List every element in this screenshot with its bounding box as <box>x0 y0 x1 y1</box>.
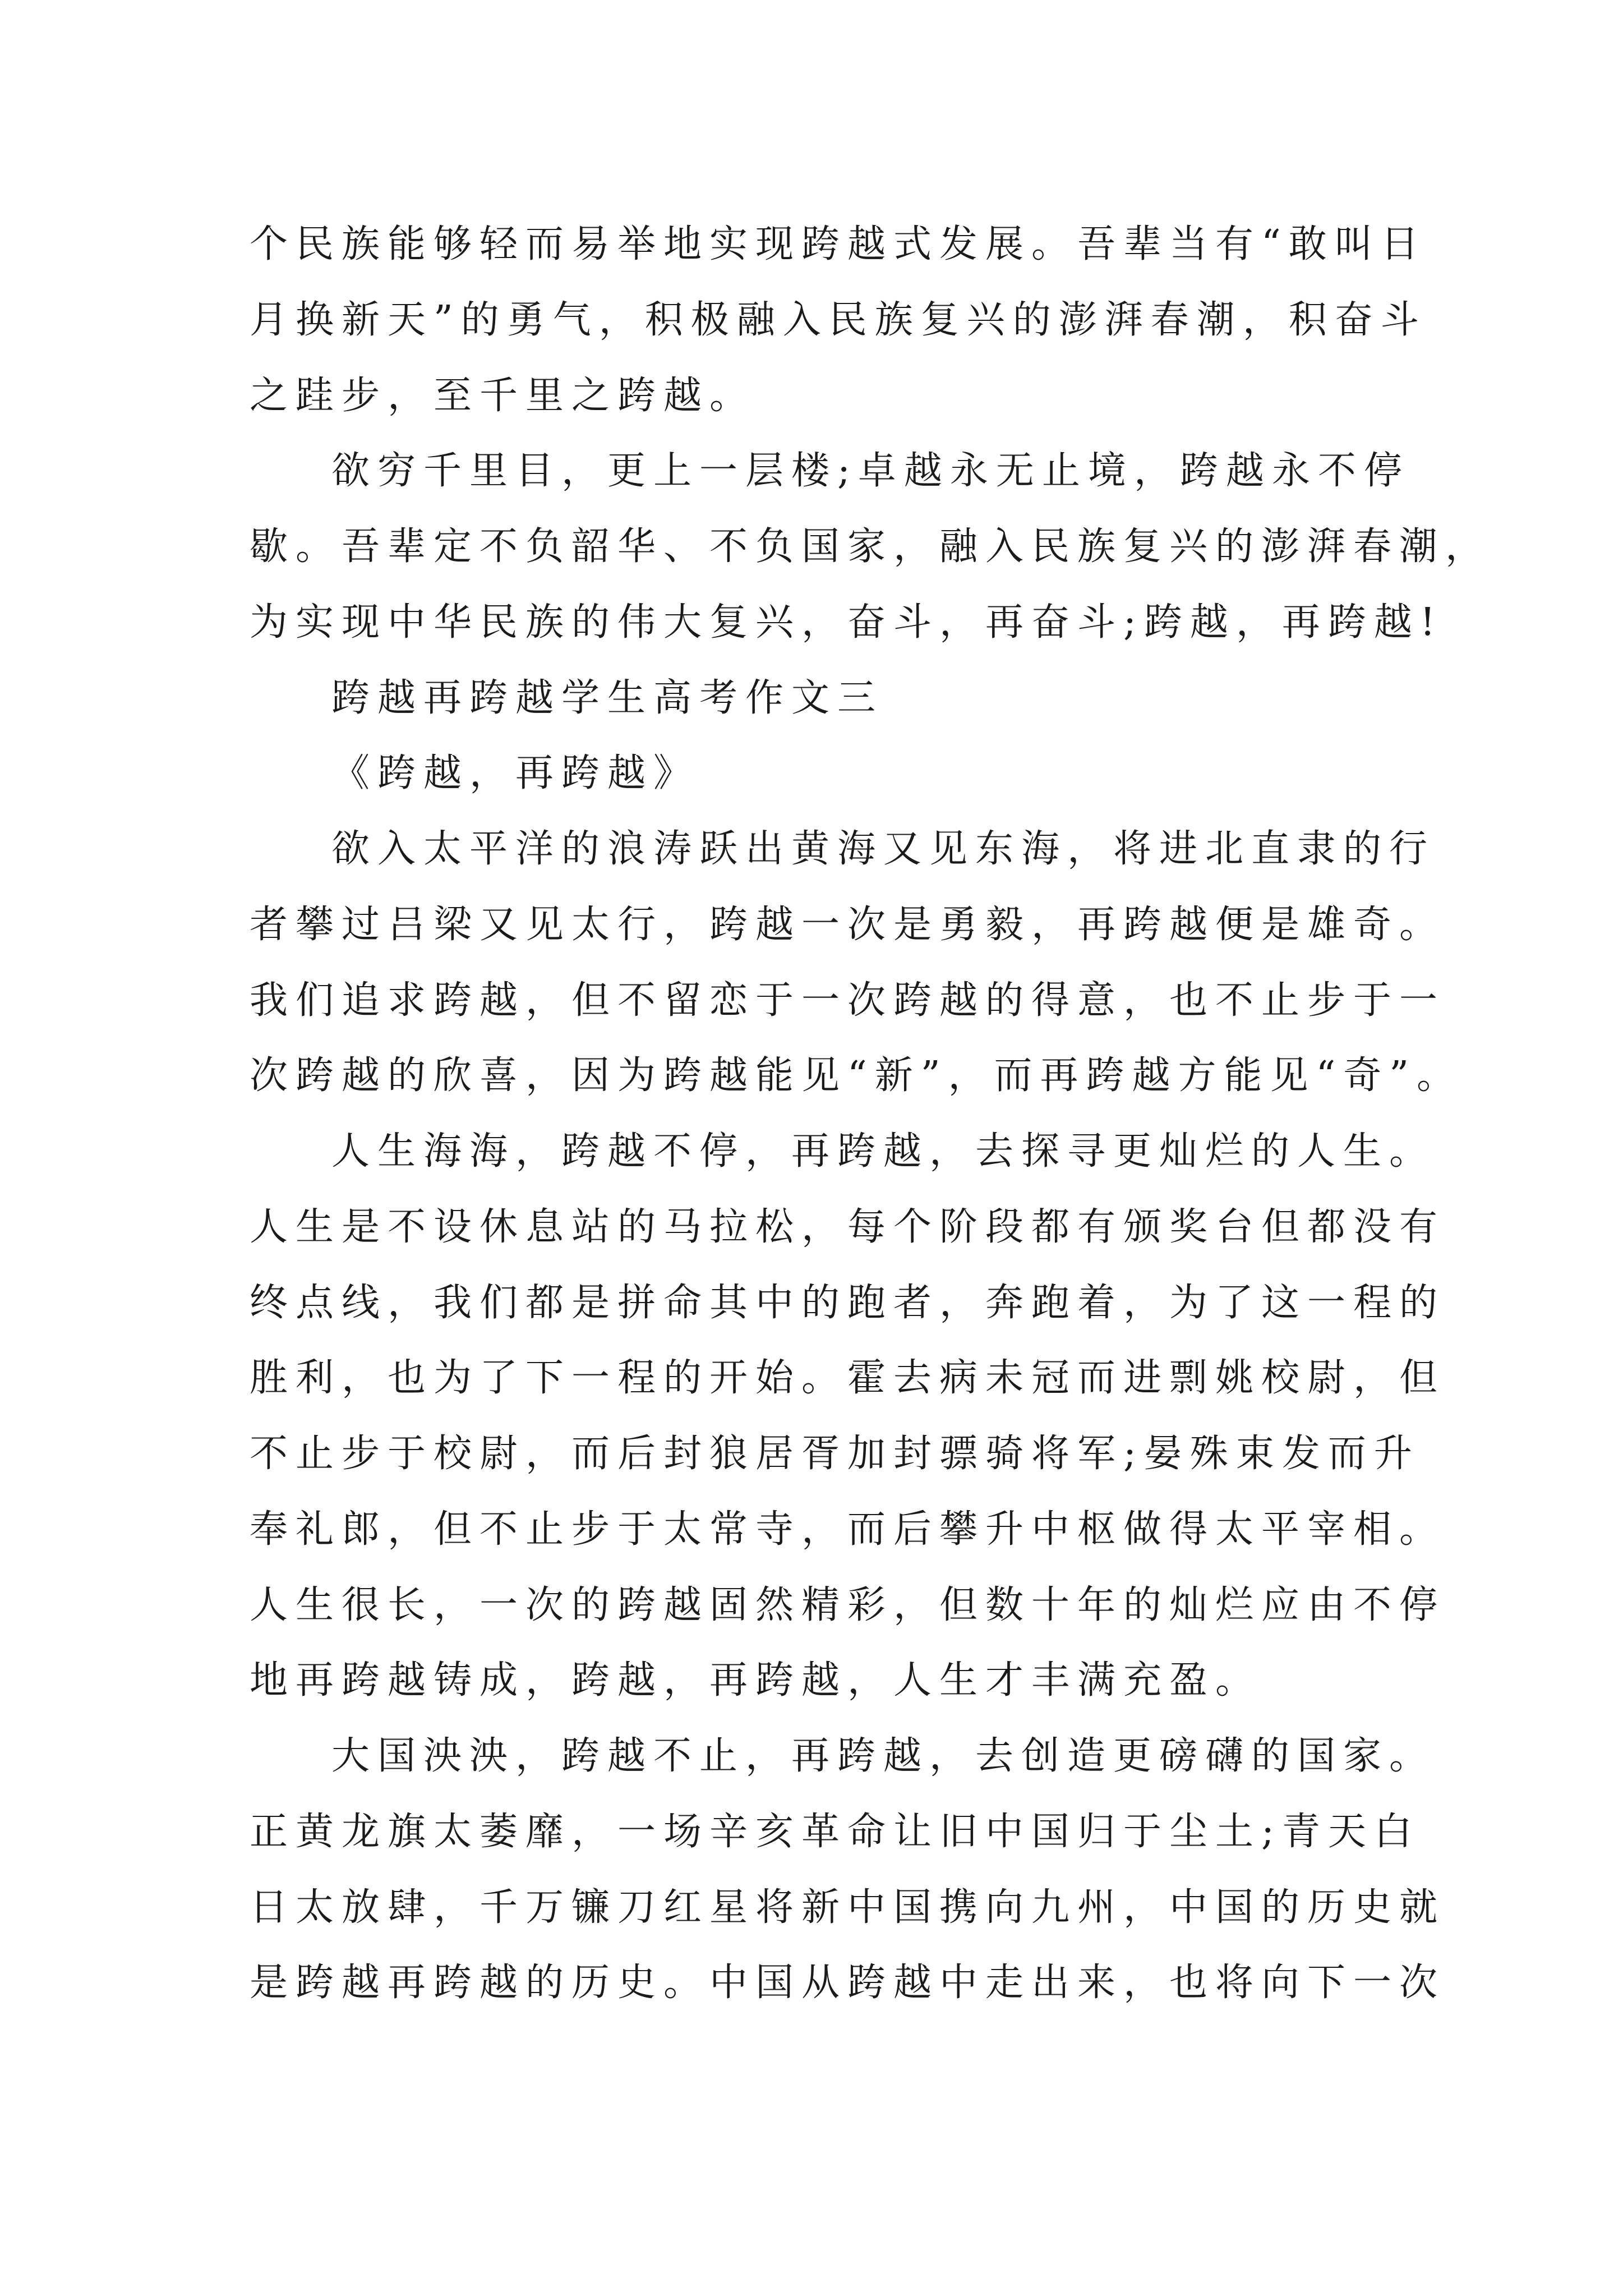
text-line: 个民族能够轻而易举地实现跨越式发展。吾辈当有“敢叫日 <box>250 222 1427 266</box>
section-heading: 跨越再跨越学生高考作文三 <box>331 676 884 720</box>
text-line: 歇。吾辈定不负韶华、不负国家，融入民族复兴的澎湃春潮， <box>250 524 1492 569</box>
text-line: 月换新天”的勇气，积极融入民族复兴的澎湃春潮，积奋斗 <box>250 298 1427 342</box>
text-line: 正黄龙旗太萎靡，一场辛亥革命让旧中国归于尘土;青天白 <box>250 1810 1420 1854</box>
text-line: 人生很长，一次的跨越固然精彩，但数十年的灿烂应由不停 <box>250 1583 1446 1627</box>
text-line: 我们追求跨越，但不留恋于一次跨越的得意，也不止步于一 <box>250 978 1446 1023</box>
text-line: 之跬步，至千里之跨越。 <box>250 374 756 418</box>
paragraph-start-line: 人生海海，跨越不停，再跨越，去探寻更灿烂的人生。 <box>331 1129 1436 1174</box>
text-line: 胜利，也为了下一程的开始。霍去病未冠而进剽姚校尉，但 <box>250 1356 1446 1400</box>
text-line: 者攀过吕梁又见太行，跨越一次是勇毅，再跨越便是雄奇。 <box>250 903 1446 947</box>
article-title: 《跨越，再跨越》 <box>331 751 700 795</box>
text-line: 不止步于校尉，而后封狼居胥加封骠骑将军;晏殊束发而升 <box>250 1432 1420 1476</box>
paragraph-start-line: 大国泱泱，跨越不止，再跨越，去创造更磅礴的国家。 <box>331 1734 1436 1778</box>
text-line: 人生是不设休息站的马拉松，每个阶段都有颁奖台但都没有 <box>250 1205 1446 1249</box>
text-line: 日太放肆，千万镰刀红星将新中国携向九州，中国的历史就 <box>250 1885 1446 1930</box>
paragraph-start-line: 欲穷千里目，更上一层楼;卓越永无止境，跨越永不停 <box>331 449 1410 493</box>
text-line: 奉礼郎，但不止步于太常寺，而后攀升中枢做得太平宰相。 <box>250 1507 1446 1552</box>
paragraph-start-line: 欲入太平洋的浪涛跃出黄海又见东海，将进北直隶的行 <box>331 827 1436 871</box>
text-line: 终点线，我们都是拼命其中的跑者，奔跑着，为了这一程的 <box>250 1281 1446 1325</box>
text-line: 地再跨越铸成，跨越，再跨越，人生才丰满充盈。 <box>250 1658 1262 1703</box>
text-line: 是跨越再跨越的历史。中国从跨越中走出来，也将向下一次 <box>250 1961 1446 2005</box>
text-line: 次跨越的欣喜，因为跨越能见“新”，而再跨越方能见“奇”。 <box>250 1053 1463 1098</box>
text-line: 为实现中华民族的伟大复兴，奋斗，再奋斗;跨越，再跨越! <box>250 600 1444 645</box>
